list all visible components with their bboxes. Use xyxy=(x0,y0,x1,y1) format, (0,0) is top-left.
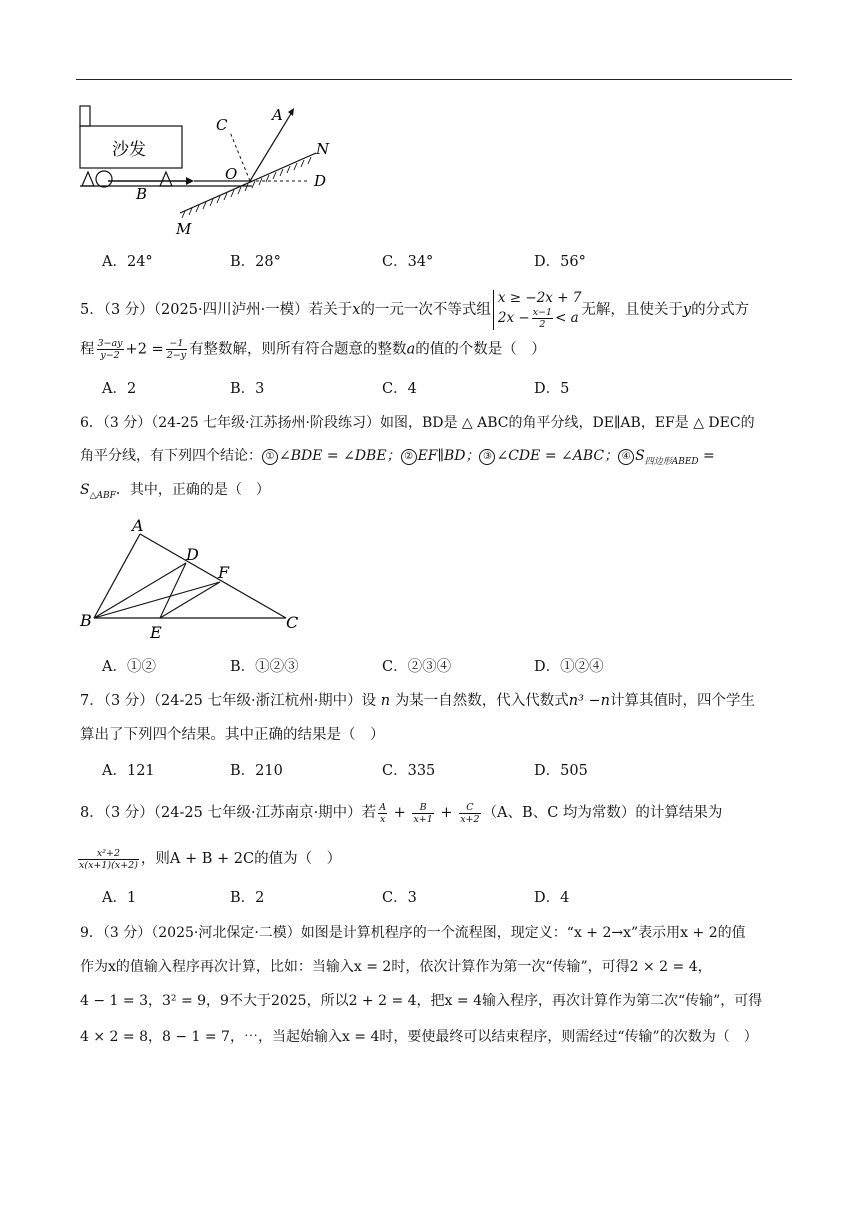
q8-result-frac xyxy=(78,848,139,871)
tri-label-F: F xyxy=(218,563,230,582)
side-AB xyxy=(94,534,140,618)
q6-stmt-1: ∠BDE = ∠DBE； xyxy=(279,448,401,464)
arrow-A xyxy=(288,108,294,116)
q6-circle-1: ① xyxy=(262,449,278,465)
q6-S-sub: 四边形ABED xyxy=(644,456,699,467)
label-N: N xyxy=(316,140,330,158)
q7-line1 xyxy=(80,691,755,711)
q4-option-a[interactable]: A．24° xyxy=(102,254,153,270)
tri-label-C: C xyxy=(286,613,299,632)
q5-frac2-num: −1 xyxy=(166,338,187,350)
q8-frac-c-den: x+2 xyxy=(460,813,480,825)
q5-sys-frac-den: 2 xyxy=(539,319,546,330)
q5-sys-row1: x ≥ −2x + 7 xyxy=(497,290,582,306)
q6-option-b[interactable]: B．①②③ xyxy=(230,659,299,675)
q6-option-c[interactable]: C．②③④ xyxy=(382,659,452,675)
q8-result-num: x²+2 xyxy=(78,848,139,860)
q9-line1: 9．（3 分）（2025·河北保定·二模）如图是计算机程序的一个流程图，现定义：“x + 2→x”表示用x + 2的值 xyxy=(80,925,746,941)
q7-text: 为某一自然数，代入代数式 xyxy=(390,693,569,709)
label-C: C xyxy=(216,116,228,134)
q8-option-a[interactable]: A．1 xyxy=(102,890,137,906)
sofa-back-post xyxy=(80,106,90,126)
q5-option-d[interactable]: D．5 xyxy=(534,381,570,397)
tri-label-B: B xyxy=(80,611,92,630)
q8-option-c[interactable]: C．3 xyxy=(382,890,417,906)
q7-n: n xyxy=(380,693,391,709)
q5-text: 5．（3 分）（2025·四川泸州·一模）若关于 xyxy=(80,302,353,318)
q5-var-y: y xyxy=(682,302,692,318)
q6-stmt-2: EF∥BD； xyxy=(417,448,480,464)
q6-circle-2: ② xyxy=(401,449,417,465)
q8-result-den: x(x+1)(x+2) xyxy=(79,859,138,871)
q8-option-b[interactable]: B．2 xyxy=(230,890,265,906)
q6-circle-4: ④ xyxy=(618,449,634,465)
side-AC xyxy=(140,534,286,618)
segment-BF xyxy=(94,582,220,618)
q8-text: ，则A + B + 2C的值为（ ） xyxy=(140,851,342,867)
q8-line2 xyxy=(76,846,341,872)
q5-inequality-system xyxy=(493,290,582,330)
q7-line2: 算出了下列四个结果。其中正确的结果是（ ） xyxy=(80,727,385,743)
sofa-label: 沙发 xyxy=(112,140,146,160)
label-A: A xyxy=(272,106,283,124)
q7-option-a[interactable]: A．121 xyxy=(102,763,155,779)
q8-frac-c-num: C xyxy=(459,802,480,814)
q6-line3 xyxy=(80,480,270,506)
q5-text: 的一元一次不等式组 xyxy=(360,302,491,318)
q9-line2: 作为x的值输入程序再次计算，比如：当输入x = 2时，依次计算作为第一次“传输”，可得2 × 2 = 4， xyxy=(80,959,712,975)
q4-option-c[interactable]: C．34° xyxy=(382,254,434,270)
segment-BD xyxy=(94,563,186,618)
q6-option-d[interactable]: D．①②④ xyxy=(534,659,604,675)
q7-option-c[interactable]: C．335 xyxy=(382,763,436,779)
q5-option-c[interactable]: C．4 xyxy=(382,381,417,397)
q5-text: 无解，且使关于 xyxy=(581,302,683,318)
q5-frac2-den: 2−y xyxy=(166,350,187,361)
sofa-wheel xyxy=(96,171,112,187)
label-O: O xyxy=(225,165,238,183)
q5-var-x: x xyxy=(352,302,361,318)
q6-S2-sub: △ABF xyxy=(89,490,116,501)
label-M: M xyxy=(176,220,192,238)
q6-option-a[interactable]: A．①② xyxy=(102,659,156,675)
sofa-leg-right xyxy=(160,172,172,186)
q8-frac-a-den: x xyxy=(379,813,386,825)
q7-text: 计算其值时，四个学生 xyxy=(610,693,755,709)
q5-text: 的值的个数是（ ） xyxy=(415,341,546,358)
q8-line1: 8．（3 分）（24-25 七年级·江苏南京·期中）若 $\frac{A}{x}$ + $\frac{B}{x+1}$ + $\frac{C}{x+2}$ （A、B、C 均为常数）的计算结果为 xyxy=(80,801,723,825)
q5-text: 有整数解，则所有符合题意的整数 xyxy=(189,341,407,358)
mirror-MN xyxy=(180,153,316,213)
q6-text: 角平分线，有下列四个结论： xyxy=(80,448,262,464)
q5-sys-row2-post: < a xyxy=(555,310,579,326)
q5-option-a[interactable]: A．2 xyxy=(102,381,137,397)
q6-line1: 6．（3 分）（24-25 七年级·江苏扬州·阶段练习）如图，BD是 △ ABC的角平分线，DE∥AB，EF是 △ DEC的 xyxy=(80,415,755,431)
q8-frac-b-num: B xyxy=(412,802,433,814)
q9-line3: 4 − 1 = 3，3² = 9，9不大于2025，所以2 + 2 = 4，把x = 4输入程序，再次计算作为第二次“传输”，可得 xyxy=(80,993,763,1009)
q5-line2 xyxy=(80,338,546,361)
q8-frac-b-den: x+1 xyxy=(413,813,433,825)
q8-frac-b xyxy=(412,802,433,825)
reflected-ray-OA xyxy=(250,112,292,181)
sofa-mirror-figure xyxy=(70,100,350,240)
q5-frac1-num: 3−ay xyxy=(97,338,123,349)
tri-label-E: E xyxy=(150,623,162,642)
q6-S: S xyxy=(635,448,645,464)
mirror-hatch xyxy=(182,157,311,218)
label-D: D xyxy=(314,172,327,190)
q6-circle-3: ③ xyxy=(479,449,495,465)
q6-line2 xyxy=(80,446,715,472)
q5-plus2: +2 = xyxy=(125,341,164,358)
q5-line1 xyxy=(80,290,749,330)
q6-text: ．其中，正确的是（ ） xyxy=(115,482,270,498)
q5-frac1 xyxy=(97,338,124,361)
q5-text: 的分式方 xyxy=(691,302,750,318)
header-rule xyxy=(76,79,792,80)
q5-frac1-den: y−2 xyxy=(100,350,120,361)
q8-frac-a xyxy=(378,802,387,825)
q5-sys-frac-num: x−1 xyxy=(532,307,553,318)
q8-text: （A、B、C 均为常数）的计算结果为 xyxy=(482,805,723,821)
q9-line4: 4 × 2 = 8，8 − 1 = 7，⋯，当起始输入x = 4时，要使最终可以结束程序，则需经过“传输”的次数为（ ） xyxy=(80,1029,758,1045)
q5-sys-row2 xyxy=(498,307,582,330)
q7-option-d[interactable]: D．505 xyxy=(534,763,588,779)
q8-text: 8．（3 分）（24-25 七年级·江苏南京·期中）若 xyxy=(80,805,377,821)
q6-stmt-3: ∠CDE = ∠ABC； xyxy=(496,448,619,464)
q5-sys-frac xyxy=(532,307,553,330)
q6-eq: = xyxy=(698,448,715,464)
q5-option-b[interactable]: B．3 xyxy=(230,381,265,397)
q5-var-a: a xyxy=(406,341,416,358)
label-B: B xyxy=(136,185,148,203)
q7-text: 7．（3 分）（24-25 七年级·浙江杭州·期中）设 xyxy=(80,693,381,709)
q4-option-d[interactable]: D．56° xyxy=(534,254,586,270)
sofa-leg-left xyxy=(82,172,94,186)
q4-option-b[interactable]: B．28° xyxy=(230,254,281,270)
q8-frac-a-num: A xyxy=(379,801,387,813)
tri-label-A: A xyxy=(132,516,144,535)
q5-text: 程 xyxy=(80,341,95,358)
q8-option-d[interactable]: D．4 xyxy=(534,890,570,906)
tri-label-D: D xyxy=(186,545,199,564)
ray-arrow xyxy=(186,177,194,185)
q6-S2: S xyxy=(80,482,90,498)
triangle-figure xyxy=(74,512,314,644)
q5-frac2 xyxy=(166,338,187,361)
q8-frac-c xyxy=(459,802,480,825)
q7-expr: n³ −n xyxy=(568,693,610,709)
q7-option-b[interactable]: B．210 xyxy=(230,763,283,779)
q5-sys-row2-pre: 2x − xyxy=(497,310,530,326)
